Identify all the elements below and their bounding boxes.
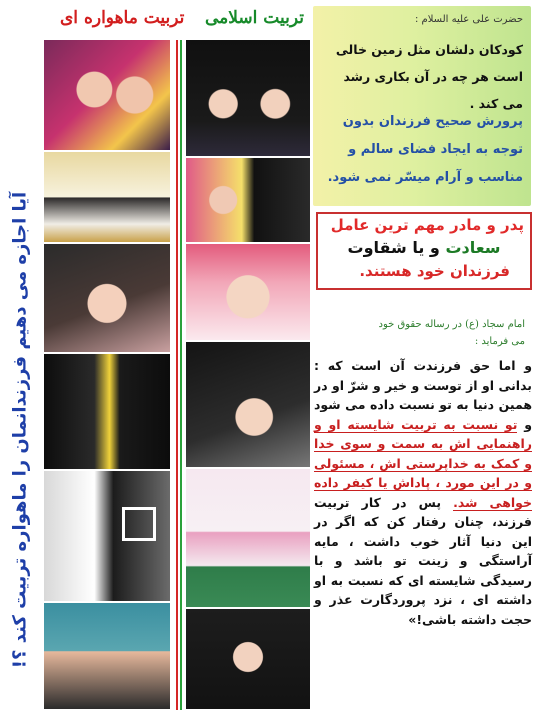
satellite-photo-4: [44, 354, 170, 469]
parents-box: [316, 212, 532, 290]
body-text: [314, 356, 532, 629]
islamic-photo-4: [186, 342, 310, 467]
satellite-column-title: تربیت ماهواره ای: [60, 8, 185, 28]
islamic-photo-1: [186, 40, 310, 156]
hadith-panel: [313, 6, 531, 206]
body-highlight: تو نسبت به تربیت شایسته او و راهنمایی اش به سمت و سوی خدا و کمک به خداپرستی اش ، مسئولی و در این مورد ، پاداش یا کیفر داده خواهی شد.: [314, 416, 532, 510]
vertical-question: آیا اجازه می دهیم فرزندانمان را ماهواره تربیت کند ؟!: [9, 191, 31, 669]
islamic-photo-3: [186, 244, 310, 340]
body-part-3: پس در کار تربیت فرزند، چنان رفتار کن که اگر در این دنیا آثار خوب داشت ، مایه آراستگی و زینت تو باشد و با رسیدگی شایسته ای که نسبت به او داشته ای ، نزد پروردگارت عذر و حجت داشته باشی!»: [314, 494, 532, 627]
box-word-saadat: سعادت: [445, 238, 501, 257]
box-line-2: [318, 238, 530, 257]
box-line-3: فرزندان خود هستند.: [359, 262, 510, 280]
red-divider: [176, 40, 178, 710]
satellite-photo-5: [44, 471, 170, 601]
box-word-ya: و یا: [412, 238, 440, 257]
vertical-question-band: [2, 150, 38, 710]
islamic-column-title: تربیت اسلامی: [205, 8, 304, 28]
box-word-shaghavat: شقاوت: [347, 238, 407, 257]
hadith-note: پرورش صحیح فرزندان بدون توجه به ایجاد فضای سالم و مناسب و آرام میسّر نمی شود.: [327, 114, 523, 185]
satellite-photo-3: [44, 244, 170, 352]
islamic-photo-2: [186, 158, 310, 242]
imam-attribution: [325, 316, 525, 350]
imam-line-1: امام سجاد (ع) در رساله حقوق خود: [378, 319, 525, 330]
box-line-1: پدر و مادر مهم ترین عامل: [330, 216, 524, 234]
islamic-photo-6: [186, 609, 310, 709]
hadith-text: کودکان دلشان مثل زمین خالی است هر چه در آن بکاری رشد می کند .: [335, 42, 523, 111]
body-part-1: و اما حق فرزندت آن است که : بدانی او از توست و خیر و شرّ او در همین دنیا به تو نسبت داده می شود و: [314, 358, 532, 432]
satellite-photo-1: [44, 40, 170, 150]
imam-line-2: می فرماید :: [474, 336, 525, 347]
satellite-photo-2: [44, 152, 170, 242]
frame-icon: [122, 507, 156, 541]
islamic-photo-5: [186, 469, 310, 607]
satellite-photo-6: [44, 603, 170, 709]
green-divider: [180, 40, 182, 710]
hadith-attribution: حضرت علی علیه السلام :: [414, 14, 523, 25]
